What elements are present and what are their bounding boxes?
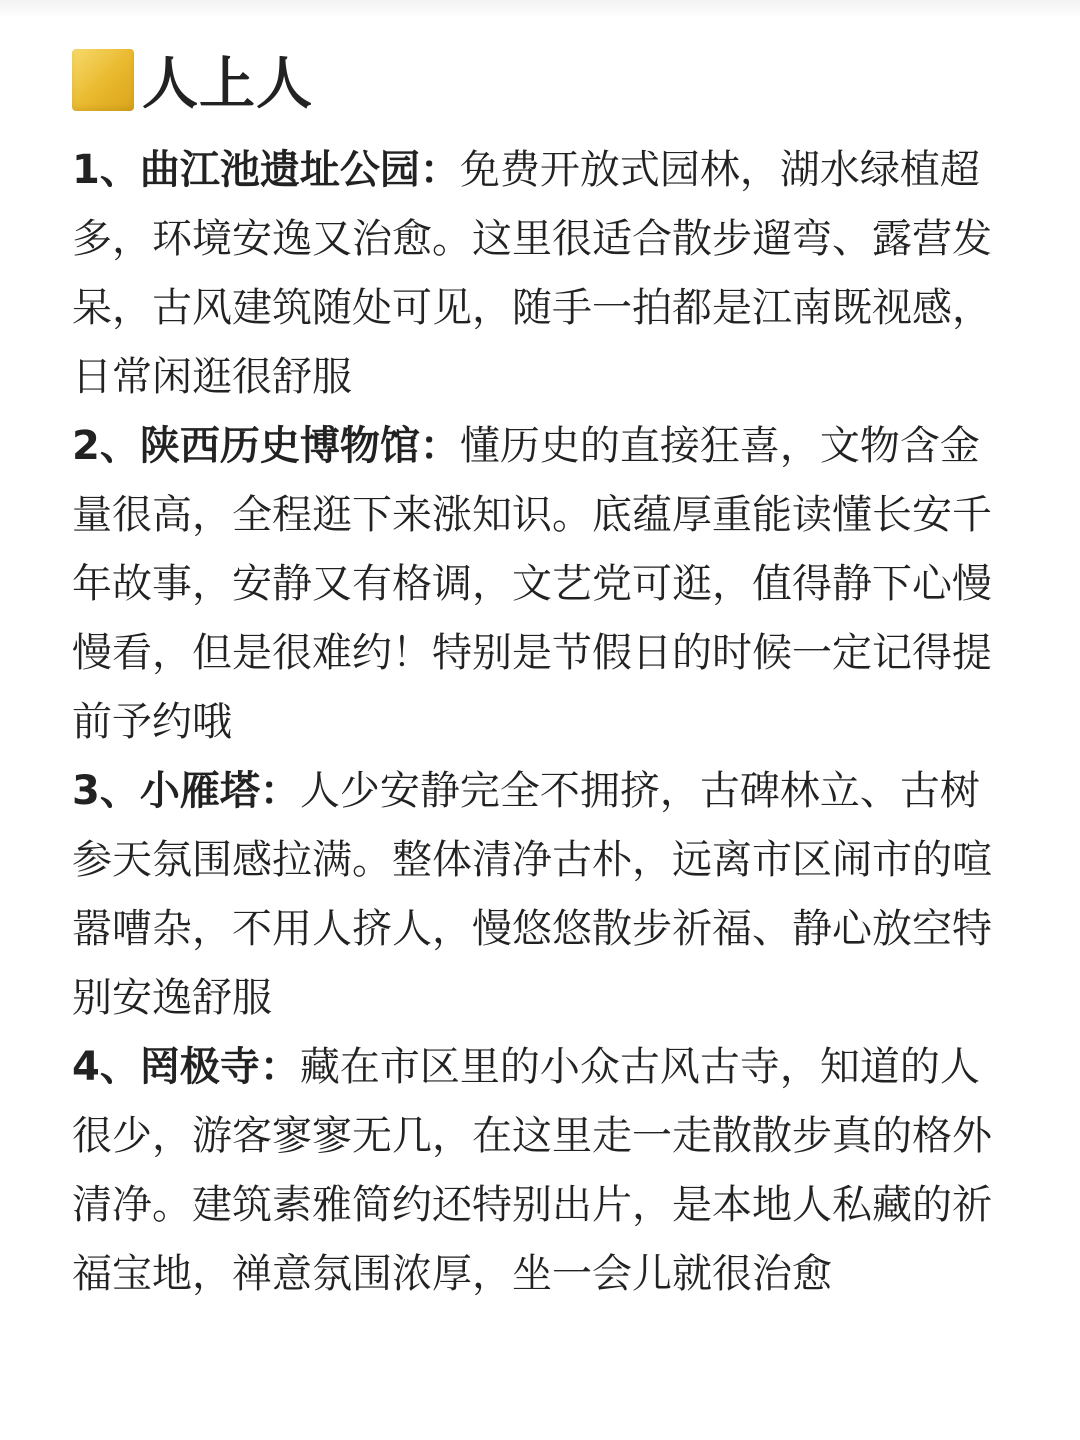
yellow-square-icon (72, 49, 134, 111)
item-text: 免费开放式园林，湖水绿植超多，环境安逸又治愈。这里很适合散步遛弯、露营发呆，古风建筑随处可见，随手一拍都是江南既视感，日常闲逛很舒服 (72, 147, 992, 400)
item-number: 1、 (72, 147, 140, 193)
item-text: 人少安静完全不拥挤，古碑林立、古树参天氛围感拉满。整体清净古朴，远离市区闹市的喧嚣嘈杂，不用人挤人，慢悠悠散步祈福、静心放空特别安逸舒服 (72, 768, 992, 1021)
item-name: 罔极寺： (139, 1044, 300, 1090)
header (72, 44, 313, 116)
item-number: 2、 (72, 423, 140, 469)
item-name: 陕西历史博物馆： (139, 423, 460, 469)
top-fade (0, 0, 1080, 18)
item-name: 小雁塔： (139, 768, 300, 814)
item-number: 4、 (72, 1044, 140, 1090)
list-item (72, 757, 1012, 1033)
item-text: 懂历史的直接狂喜，文物含金量很高，全程逛下来涨知识。底蕴厚重能读懂长安千年故事，安静又有格调，文艺党可逛，值得静下心慢慢看，但是很难约！特别是节假日的时候一定记得提前予约哦 (72, 423, 992, 745)
item-text: 藏在市区里的小众古风古寺，知道的人很少，游客寥寥无几，在这里走一走散散步真的格外清净。建筑素雅简约还特别出片，是本地人私藏的祈福宝地，禅意氛围浓厚，坐一会儿就很治愈 (72, 1044, 992, 1297)
item-name: 曲江池遗址公园： (139, 147, 460, 193)
list-item (72, 412, 1012, 757)
page-title: 人上人 (142, 52, 313, 117)
content (72, 136, 1012, 1309)
list-item (72, 136, 1012, 412)
list-item (72, 1033, 1012, 1309)
item-number: 3、 (72, 768, 140, 814)
